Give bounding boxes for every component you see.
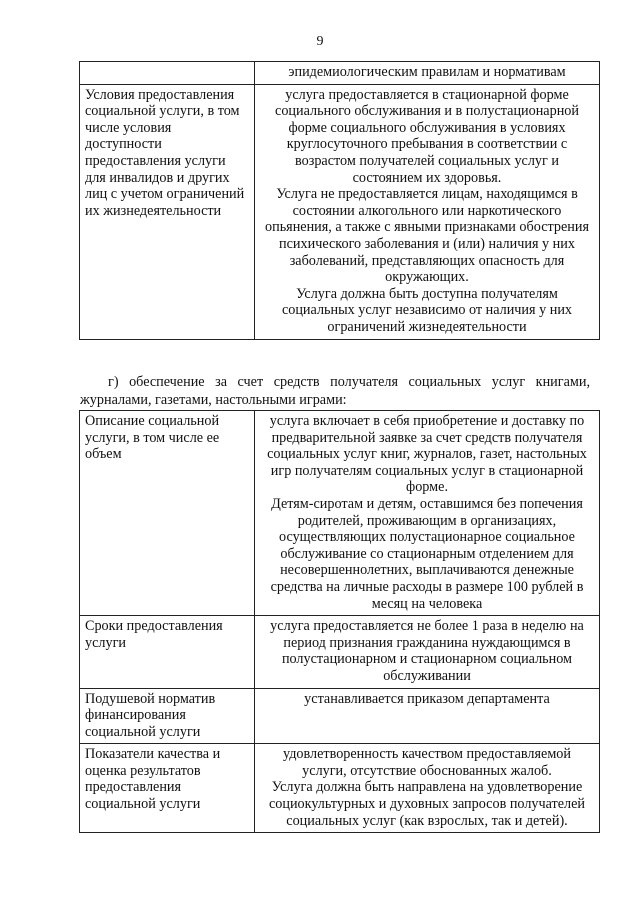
table-row-quality — [80, 744, 600, 833]
conditions-paragraph-1: услуга предоставляется в стационарной форме социального обслуживания и в полустационарной форме социального обслуживания в условиях круглосуточного пребывания в соответствии с возрастом получателей социальных услуг и состоянием их здоровья. — [275, 86, 579, 186]
table-row-conditions — [80, 84, 600, 339]
description-paragraph-1: услуга включает в себя приобретение и доставку по предварительной заявке за счет средств получателя социальных услуг книг, журналов, газет, настольных игр получателям социальных услуг в стационарной форме. — [267, 413, 587, 496]
description-paragraph-2: Детям-сиротам и детям, оставшимся без попечения родителей, проживающим в организациях, осуществляющих полустационарное социальное обслуживание со стационарным отделением для несовершеннолетних, выплачиваются денежные средства на личные расходы в размере 100 рублей в месяц на человека — [270, 495, 584, 612]
table-row-terms — [80, 616, 600, 688]
row-label-financing: Подушевой норматив финансирования социальной услуги — [80, 688, 255, 744]
row-content-description — [255, 411, 600, 616]
row-content-terms — [255, 616, 600, 688]
table-row-financing — [80, 688, 600, 744]
row-label-conditions: Условия предоставления социальной услуги, в том числе условия доступности предоставления услуги для инвалидов и других лиц с учетом ограничений их жизнедеятельности — [80, 84, 255, 339]
quality-paragraph-2: Услуга должна быть направлена на удовлетворение социокультурных и духовных запросов получателей социальных услуг (как взрослых, так и детей). — [268, 779, 586, 829]
row-content-quality — [255, 744, 600, 833]
service-details-table — [79, 410, 600, 833]
row-label-terms: Сроки предоставления услуги — [80, 616, 255, 688]
row-label-quality: Показатели качества и оценка результатов предоставления социальной услуги — [80, 744, 255, 833]
table-cell-empty — [80, 62, 255, 85]
financing-paragraph-1: устанавливается приказом департамента — [304, 690, 550, 707]
row-content-financing — [255, 688, 600, 744]
quality-paragraph-1: удовлетворенность качеством предоставляемой услуги, отсутствие обоснованных жалоб. — [283, 746, 571, 779]
table-row-continuation — [80, 62, 600, 85]
conditions-paragraph-2: Услуга не предоставляется лицам, находящимся в состоянии алкогольного или наркотического опьянения, а также с явными признаками обострения психического заболевания и (или) наличия у них заболеваний, представляющих опасность для окружающих. — [265, 186, 589, 286]
terms-paragraph-1: услуга предоставляется не более 1 раза в неделю на период признания гражданина нуждающимся в полустационарном и стационарном социальном обслуживании — [270, 618, 584, 684]
section-g-intro: г) обеспечение за счет средств получателя социальных услуг книгами, журналами, газетами, настольными играми: — [80, 374, 590, 409]
continuation-cell: эпидемиологическим правилам и нормативам — [255, 62, 600, 85]
row-content-conditions — [255, 84, 600, 339]
table-row-description — [80, 411, 600, 616]
conditions-paragraph-3: Услуга должна быть доступна получателям социальных услуг независимо от наличия у них ограничений жизнедеятельности — [281, 285, 573, 335]
conditions-table — [79, 61, 600, 340]
page-number: 9 — [316, 34, 324, 49]
row-label-description: Описание социальной услуги, в том числе ее объем — [80, 411, 255, 616]
